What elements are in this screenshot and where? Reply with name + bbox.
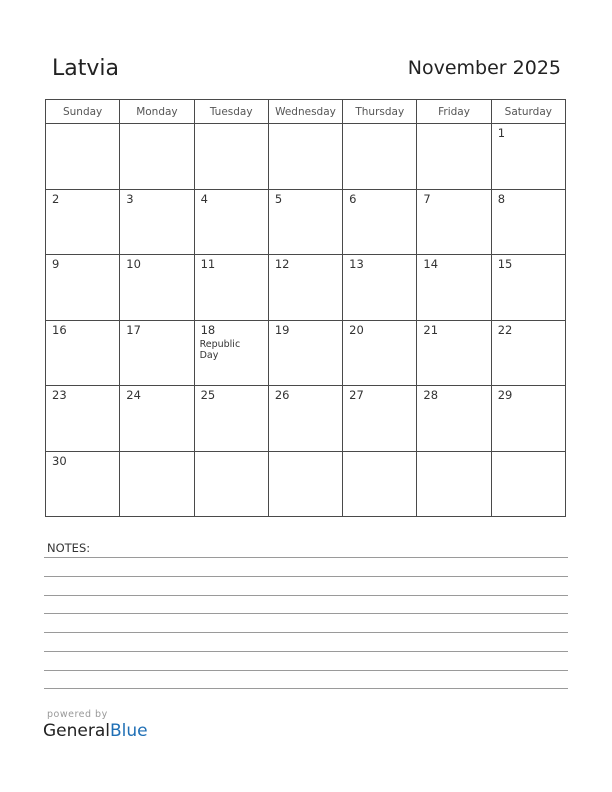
day-cell (120, 255, 194, 321)
day-cell (46, 386, 120, 452)
day-cell (120, 189, 194, 255)
note-line (44, 688, 568, 689)
day-cell (194, 320, 268, 386)
day-cell (194, 189, 268, 255)
day-number: 4 (200, 191, 208, 206)
day-cell (194, 386, 268, 452)
week-row (46, 124, 566, 190)
calendar-body (46, 124, 566, 517)
day-number: 8 (497, 191, 506, 206)
day-number: 7 (423, 191, 431, 206)
weekday-header-row (46, 100, 566, 124)
week-row (46, 255, 566, 321)
day-number: 23 (52, 388, 67, 402)
day-number: 1 (497, 126, 506, 140)
day-cell (268, 255, 342, 321)
brand-logo (43, 721, 148, 741)
week-row (46, 386, 566, 452)
day-number: 30 (52, 453, 67, 468)
day-cell (417, 124, 491, 190)
day-number: 13 (349, 257, 364, 271)
weekday-friday: Friday (417, 100, 491, 124)
note-line (44, 576, 568, 577)
country-title: Latvia (52, 56, 119, 81)
day-cell (343, 255, 417, 321)
day-cell (417, 451, 491, 517)
month-year-title: November 2025 (407, 57, 561, 79)
day-cell (343, 451, 417, 517)
day-number: 9 (52, 257, 60, 271)
day-number: 27 (349, 388, 364, 402)
day-number: 29 (497, 388, 513, 402)
day-cell (194, 451, 268, 517)
week-row (46, 451, 566, 517)
day-number: 20 (349, 322, 364, 337)
day-number: 5 (274, 191, 283, 206)
calendar-grid (45, 99, 566, 517)
day-cell (194, 255, 268, 321)
day-number: 19 (274, 322, 290, 337)
day-number: 22 (497, 322, 513, 337)
weekday-saturday: Saturday (491, 100, 565, 124)
day-cell (194, 124, 268, 190)
day-cell (343, 386, 417, 452)
day-number: 6 (349, 191, 357, 206)
day-cell (46, 320, 120, 386)
note-line (44, 557, 568, 558)
day-cell (120, 451, 194, 517)
day-number: 26 (274, 388, 290, 402)
day-cell (417, 255, 491, 321)
day-cell (343, 124, 417, 190)
brand-name-general: General (43, 721, 110, 741)
note-line (44, 595, 568, 596)
day-cell (491, 255, 565, 321)
day-cell (343, 189, 417, 255)
weekday-tuesday: Tuesday (194, 100, 268, 124)
day-cell (120, 386, 194, 452)
day-number: 28 (423, 388, 439, 402)
day-cell (46, 189, 120, 255)
day-cell (491, 320, 565, 386)
weekday-wednesday: Wednesday (268, 100, 342, 124)
brand-name-blue: Blue (110, 721, 148, 741)
day-number: 2 (52, 191, 60, 206)
day-number: 15 (497, 257, 513, 271)
weekday-sunday: Sunday (46, 100, 120, 124)
note-line (44, 670, 568, 671)
day-number: 24 (126, 388, 141, 402)
day-cell (491, 124, 565, 190)
day-number: 14 (423, 257, 439, 271)
note-line (44, 632, 568, 633)
week-row (46, 320, 566, 386)
day-number: 21 (423, 322, 439, 337)
notes-label: NOTES: (47, 541, 91, 555)
day-number: 18 (200, 322, 216, 337)
day-cell (417, 189, 491, 255)
weekday-thursday: Thursday (343, 100, 417, 124)
note-line (44, 651, 568, 652)
day-cell (491, 189, 565, 255)
day-cell (46, 451, 120, 517)
day-number: 11 (200, 257, 216, 271)
day-cell (417, 320, 491, 386)
day-cell (120, 124, 194, 190)
week-row (46, 189, 566, 255)
day-number: 3 (126, 191, 134, 206)
note-line (44, 613, 568, 614)
day-cell (268, 451, 342, 517)
day-cell (268, 124, 342, 190)
day-number: 16 (52, 322, 67, 337)
day-cell (268, 386, 342, 452)
day-cell (491, 451, 565, 517)
day-cell (46, 124, 120, 190)
day-number: 12 (274, 257, 290, 271)
day-number: 17 (126, 322, 141, 337)
day-cell (120, 320, 194, 386)
day-number: 25 (200, 388, 216, 402)
powered-by-text: powered by (47, 709, 108, 720)
day-cell (491, 386, 565, 452)
day-cell (343, 320, 417, 386)
day-number: 10 (126, 257, 141, 271)
day-cell (268, 320, 342, 386)
holiday-label: Republic Day (199, 338, 241, 361)
day-cell (46, 255, 120, 321)
weekday-monday: Monday (120, 100, 194, 124)
day-cell (417, 386, 491, 452)
day-cell (268, 189, 342, 255)
